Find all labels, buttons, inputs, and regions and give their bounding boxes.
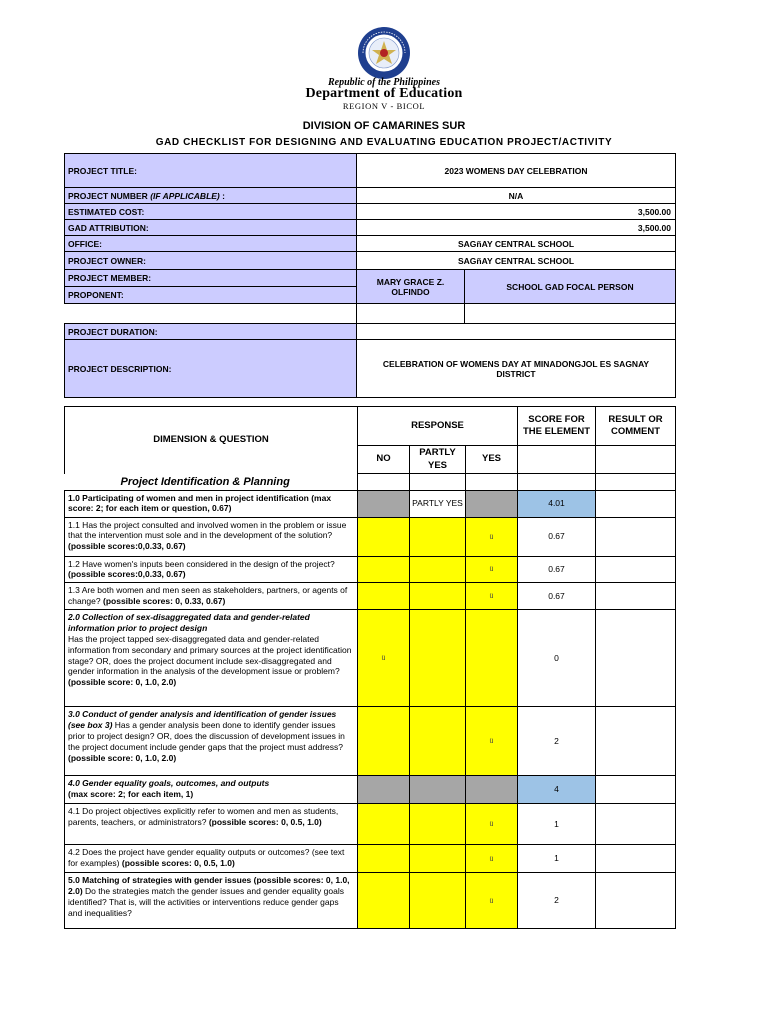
estimated-cost-value: 3,500.00 [357, 204, 676, 220]
yes-cell [466, 804, 518, 845]
score-cell: 1 [518, 845, 596, 873]
project-number-label-text: PROJECT NUMBER [68, 190, 148, 201]
question-heading: 5.0 Matching of strategies with gender issues (possible scores: 0, 1.0, 2.0) [68, 875, 350, 896]
question-text: Has the project tapped sex-disaggregated data and gender-related information from secondary and primary sources at the project identification stage? OR, does the project document include sex-disaggregated and gender information in the analysis of the development issue or problem? [68, 633, 352, 677]
question-text: Do the strategies match the gender issues and gender equality goals identified? That is, will the activities or interventions reduce gender gaps and inequalities? [68, 885, 344, 918]
possible-scores: (possible scores: 0, 0.33, 0.67) [103, 596, 226, 607]
project-duration-row [65, 324, 676, 340]
result-cell [596, 804, 676, 845]
result-header: RESULT OR COMMENT [596, 407, 676, 446]
checklist-row [65, 517, 676, 556]
question-cell [65, 873, 358, 929]
yes-cell [466, 610, 518, 707]
project-description-row [65, 340, 676, 398]
partly-yes-cell [410, 556, 466, 583]
gad-attribution-row [65, 220, 676, 236]
department-heading: Department of Education [305, 86, 463, 101]
project-member-role: SCHOOL GAD FOCAL PERSON [465, 270, 676, 304]
gad-checklist-table [64, 406, 676, 929]
yes-cell [466, 517, 518, 556]
checklist-row [65, 845, 676, 873]
project-duration-label: PROJECT DURATION: [65, 324, 357, 340]
question-heading: 3.0 Conduct of gender analysis and identification of gender issues (see box 3) [68, 709, 337, 730]
section-cell [596, 474, 676, 491]
result-cell [596, 845, 676, 873]
score-cell: 0.67 [518, 583, 596, 610]
question-text: Has a gender analysis been done to identify gender issues prior to project design? OR, does the discussion of development issues in the project document include gender gaps that the project must address? [68, 719, 345, 752]
question-heading: 4.0 Gender equality goals, outcomes, and outputs [68, 778, 270, 789]
checkmark-icon: ü [489, 533, 494, 541]
no-cell [358, 873, 410, 929]
score-cell: 4 [518, 776, 596, 804]
region-heading: REGION V - BICOL [342, 101, 426, 111]
question-cell [65, 776, 358, 804]
possible-scores: (possible score: 0, 1.0, 2.0) [68, 677, 177, 688]
question-cell [65, 707, 358, 776]
checklist-row [65, 873, 676, 929]
office-row [65, 236, 676, 252]
score-cell: 4.01 [518, 490, 596, 517]
office-label: OFFICE: [65, 236, 357, 252]
score-cell: 2 [518, 873, 596, 929]
section-cell [518, 474, 596, 491]
partly-yes-cell: PARTLY YES [410, 490, 466, 517]
no-cell [358, 804, 410, 845]
result-cell [596, 517, 676, 556]
no-cell [358, 517, 410, 556]
score-cell: 0 [518, 610, 596, 707]
score-cell: 2 [518, 707, 596, 776]
project-owner-value: SAGñAY CENTRAL SCHOOL [357, 252, 676, 270]
checkmark-icon: ü [381, 655, 386, 663]
section-title: Project Identification & Planning [120, 475, 290, 488]
possible-scores: (possible scores: 0, 0.5, 1.0) [208, 816, 322, 827]
partly-yes-cell [410, 873, 466, 929]
blank-cell [465, 304, 676, 324]
question-text: 4.2 Does the project have gender equality outputs or outcomes? (see text for examples) [68, 847, 345, 868]
proponent-label: PROPONENT: [65, 287, 357, 304]
question-text: 4.1 Do project objectives explicitly refer to women and men as students, parents, teachers, or administrators? [68, 806, 339, 827]
estimated-cost-label: ESTIMATED COST: [65, 204, 357, 220]
project-title-label: PROJECT TITLE: [65, 154, 357, 188]
question-text: 1.1 Has the project consulted and involved women in the problem or issue that the intervention must sole and in the development of the solution? [68, 519, 347, 541]
no-cell [358, 610, 410, 707]
project-title-value: 2023 WOMENS DAY CELEBRATION [357, 154, 676, 188]
result-subheader [596, 446, 676, 474]
partly-yes-header: PARTLY YES [410, 446, 466, 474]
project-owner-row [65, 252, 676, 270]
section-title-row [65, 474, 676, 491]
checklist-title: GAD CHECKLIST FOR DESIGNING AND EVALUATING EDUCATION PROJECT/ACTIVITY [155, 137, 613, 148]
checkmark-icon: ü [489, 855, 494, 863]
partly-yes-cell [410, 804, 466, 845]
section-cell [358, 474, 410, 491]
no-cell [358, 776, 410, 804]
deped-seal-icon [357, 26, 411, 80]
possible-scores: (possible score: 0, 1.0, 2.0) [68, 752, 177, 763]
project-description-label: PROJECT DESCRIPTION: [65, 340, 357, 398]
blank-cell [357, 304, 465, 324]
partly-yes-cell [410, 776, 466, 804]
project-info-table [64, 153, 676, 398]
checklist-row [65, 776, 676, 804]
project-number-row [65, 188, 676, 204]
checkmark-icon: ü [489, 738, 494, 746]
no-header: NO [358, 446, 410, 474]
project-number-label-note: (IF APPLICABLE) [150, 190, 220, 201]
possible-scores: (possible scores:0,0.33, 0.67) [68, 541, 186, 552]
score-cell: 0.67 [518, 517, 596, 556]
yes-cell [466, 707, 518, 776]
checkmark-icon: ü [489, 821, 494, 829]
partly-yes-cell [410, 583, 466, 610]
partly-yes-cell [410, 610, 466, 707]
blank-cell [65, 304, 357, 324]
score-cell: 1 [518, 804, 596, 845]
score-subheader [518, 446, 596, 474]
result-cell [596, 776, 676, 804]
question-heading: 2.0 Collection of sex-disaggregated data and gender-related information prior to project design [68, 612, 310, 633]
project-number-value: N/A [357, 188, 676, 204]
checkmark-icon: ü [489, 593, 494, 601]
office-value: SAGñAY CENTRAL SCHOOL [357, 236, 676, 252]
division-heading: DIVISION OF CAMARINES SUR [302, 120, 466, 132]
score-cell: 0.67 [518, 556, 596, 583]
question-cell [65, 583, 358, 610]
project-owner-label: PROJECT OWNER: [65, 252, 357, 270]
republic-heading: Republic of the Philippines [328, 77, 440, 88]
question-cell [65, 610, 358, 707]
question-text: 1.2 Have women's inputs been considered in the design of the project? [68, 558, 335, 569]
possible-scores: (possible scores:0,0.33, 0.67) [68, 569, 186, 580]
blank-row [65, 304, 676, 324]
section-cell [466, 474, 518, 491]
yes-header: YES [466, 446, 518, 474]
project-description-value: CELEBRATION OF WOMENS DAY AT MINADONGJOL ES SAGNAY DISTRICT [357, 340, 676, 398]
section-cell [410, 474, 466, 491]
yes-cell [466, 583, 518, 610]
response-header: RESPONSE [358, 407, 518, 446]
no-cell [358, 556, 410, 583]
yes-cell [466, 490, 518, 517]
question-text: 1.3 Are both women and men seen as stakeholders, partners, or agents of change? [68, 585, 348, 607]
question-cell [65, 556, 358, 583]
score-header: SCORE FOR THE ELEMENT [518, 407, 596, 446]
no-cell [358, 583, 410, 610]
checklist-row [65, 610, 676, 707]
no-cell [358, 845, 410, 873]
checklist-header-row [65, 407, 676, 446]
project-member-row [65, 270, 676, 287]
project-number-label [65, 188, 357, 204]
checklist-row [65, 583, 676, 610]
project-title-row [65, 154, 676, 188]
partly-yes-cell [410, 845, 466, 873]
question-cell [65, 517, 358, 556]
result-cell [596, 490, 676, 517]
gad-attribution-label: GAD ATTRIBUTION: [65, 220, 357, 236]
project-member-name: MARY GRACE Z. OLFINDO [357, 270, 465, 304]
yes-cell [466, 873, 518, 929]
result-cell [596, 707, 676, 776]
question-cell: 1.0 Participating of women and men in project identification (max score: 2; for each item or question, 0.67) [65, 490, 358, 517]
dimension-question-header: DIMENSION & QUESTION [65, 407, 358, 474]
yes-cell [466, 556, 518, 583]
possible-scores: (max score: 2; for each item, 1) [68, 788, 194, 799]
estimated-cost-row [65, 204, 676, 220]
checkmark-icon: ü [489, 566, 494, 574]
yes-cell [466, 845, 518, 873]
no-cell [358, 490, 410, 517]
project-duration-value [357, 324, 676, 340]
project-number-label-colon: : [222, 190, 225, 201]
checklist-row [65, 490, 676, 517]
checklist-row [65, 707, 676, 776]
question-cell [65, 845, 358, 873]
partly-yes-cell [410, 517, 466, 556]
gad-attribution-value: 3,500.00 [357, 220, 676, 236]
project-member-label: PROJECT MEMBER: [65, 270, 357, 287]
checkmark-icon: ü [489, 897, 494, 905]
checklist-row [65, 804, 676, 845]
no-cell [358, 707, 410, 776]
question-cell [65, 804, 358, 845]
partly-yes-cell [410, 707, 466, 776]
result-cell [596, 873, 676, 929]
result-cell [596, 610, 676, 707]
possible-scores: (possible scores: 0, 0.5, 1.0) [121, 857, 235, 868]
result-cell [596, 556, 676, 583]
yes-cell [466, 776, 518, 804]
checklist-row [65, 556, 676, 583]
result-cell [596, 583, 676, 610]
